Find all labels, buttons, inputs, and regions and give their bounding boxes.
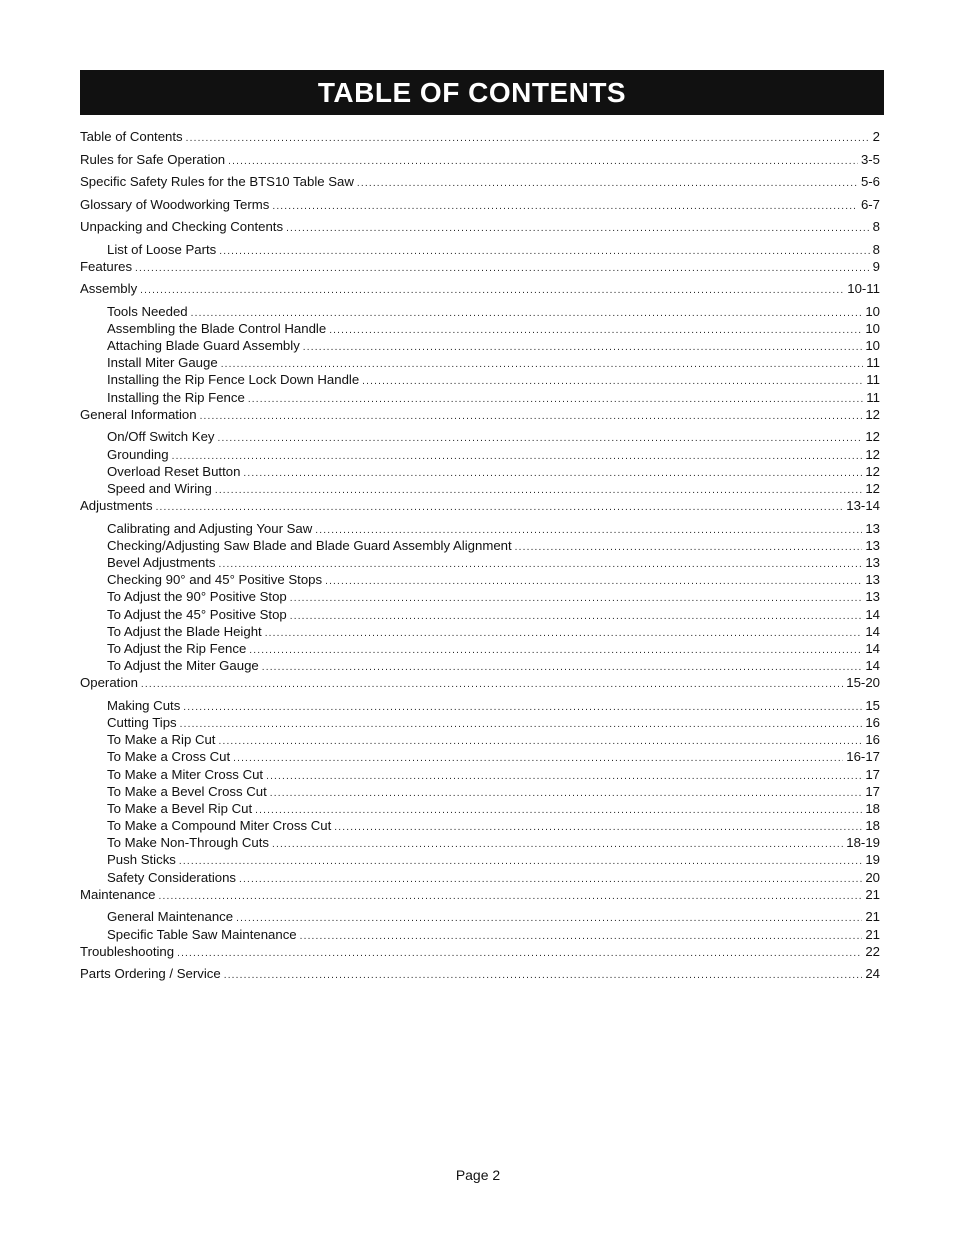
- toc-subentry: [80, 429, 880, 446]
- dot-leader: [191, 308, 863, 319]
- dot-leader: [140, 285, 844, 296]
- toc-entry-label: Assembling the Blade Control Handle: [107, 320, 327, 336]
- toc-entry-label: To Adjust the Blade Height: [107, 623, 262, 639]
- toc-entry-label: To Adjust the 90° Positive Stop: [107, 589, 287, 605]
- toc-entry-label: Installing the Rip Fence Lock Down Handle: [107, 372, 360, 388]
- toc-entry: [80, 887, 880, 910]
- toc-entry-page: 24: [865, 966, 880, 982]
- dot-leader: [255, 805, 862, 816]
- toc-entry-page: 6-7: [860, 196, 880, 212]
- dot-leader: [315, 525, 862, 536]
- dot-leader: [357, 178, 858, 189]
- toc-subentry: [80, 464, 880, 481]
- toc-entry: [80, 407, 880, 430]
- toc-subentry: [80, 242, 880, 259]
- dot-leader: [177, 948, 862, 959]
- toc-entry-label: To Make a Miter Cross Cut: [107, 766, 264, 782]
- toc-entry: [80, 498, 880, 521]
- toc-entry-label: Parts Ordering / Service: [80, 966, 221, 982]
- toc-entry-label: Adjustments: [80, 498, 153, 514]
- toc-entry-page: 19: [865, 852, 880, 868]
- toc-subentry: [80, 909, 880, 926]
- toc-entry-label: To Adjust the Miter Gauge: [107, 658, 259, 674]
- toc-entry-page: 12: [865, 429, 880, 445]
- dot-leader: [219, 246, 869, 257]
- toc-entry: [80, 197, 880, 220]
- dot-leader: [265, 628, 863, 639]
- toc-entry: [80, 281, 880, 304]
- dot-leader: [243, 468, 862, 479]
- toc-entry-label: Making Cuts: [107, 697, 181, 713]
- toc-entry: [80, 152, 880, 175]
- toc-entry-label: List of Loose Parts: [107, 241, 217, 257]
- toc-entry-label: Specific Table Saw Maintenance: [107, 926, 297, 942]
- toc-entry-page: 11: [866, 355, 880, 371]
- dot-leader: [180, 719, 863, 730]
- dot-leader: [262, 662, 863, 673]
- toc-entry-page: 18: [865, 800, 880, 816]
- toc-subentry: [80, 927, 880, 944]
- toc-entry: [80, 675, 880, 698]
- dot-leader: [286, 223, 870, 234]
- toc-subentry: [80, 818, 880, 835]
- dot-leader: [179, 856, 862, 867]
- toc-entry-label: To Adjust the 45° Positive Stop: [107, 606, 287, 622]
- toc-entry-label: To Make a Bevel Cross Cut: [107, 783, 267, 799]
- toc-entry-label: Features: [80, 258, 133, 274]
- title-banner: [80, 70, 884, 115]
- dot-leader: [329, 325, 862, 336]
- toc-subentry: [80, 390, 880, 407]
- toc-entry-page: 22: [865, 943, 880, 959]
- toc-entry-label: Maintenance: [80, 886, 156, 902]
- toc-entry-label: Checking 90° and 45° Positive Stops: [107, 572, 323, 588]
- dot-leader: [219, 559, 863, 570]
- dot-leader: [290, 611, 863, 622]
- toc-entry-page: 8: [872, 241, 880, 257]
- toc-subentry: [80, 624, 880, 641]
- toc-entry-page: 13-14: [846, 498, 880, 514]
- toc-subentry: [80, 698, 880, 715]
- dot-leader: [272, 201, 858, 212]
- toc-subentry: [80, 767, 880, 784]
- toc-entry-page: 10: [865, 303, 880, 319]
- toc-entry-label: To Make a Bevel Rip Cut: [107, 800, 253, 816]
- toc-entry-page: 21: [865, 926, 880, 942]
- table-of-contents: [80, 129, 880, 989]
- toc-entry-page: 14: [865, 658, 880, 674]
- dot-leader: [515, 542, 863, 553]
- dot-leader: [218, 433, 863, 444]
- toc-subentry: [80, 870, 880, 887]
- toc-entry-page: 13: [865, 572, 880, 588]
- toc-entry-page: 13: [865, 554, 880, 570]
- toc-entry-page: 14: [865, 606, 880, 622]
- dot-leader: [228, 156, 858, 167]
- toc-entry-page: 10-11: [847, 281, 880, 297]
- toc-entry-page: 11: [866, 389, 880, 405]
- toc-subentry: [80, 355, 880, 372]
- page-footer: [0, 1167, 954, 1183]
- toc-entry-page: 12: [865, 406, 880, 422]
- toc-entry-label: Install Miter Gauge: [107, 355, 218, 371]
- toc-entry-page: 13: [865, 537, 880, 553]
- dot-leader: [221, 359, 864, 370]
- toc-entry-page: 12: [865, 463, 880, 479]
- dot-leader: [239, 874, 862, 885]
- toc-entry-label: General Information: [80, 406, 197, 422]
- toc-entry-page: 21: [865, 886, 880, 902]
- toc-subentry: [80, 304, 880, 321]
- dot-leader: [236, 913, 862, 924]
- toc-subentry: [80, 835, 880, 852]
- dot-leader: [290, 593, 863, 604]
- toc-entry-page: 2: [872, 129, 880, 144]
- toc-entry-page: 3-5: [860, 151, 880, 167]
- toc-subentry: [80, 641, 880, 658]
- toc-entry-page: 14: [865, 640, 880, 656]
- toc-entry-page: 10: [865, 320, 880, 336]
- dot-leader: [362, 376, 863, 387]
- toc-entry: [80, 966, 880, 989]
- dot-leader: [266, 771, 862, 782]
- toc-entry-label: Overload Reset Button: [107, 463, 241, 479]
- dot-leader: [233, 753, 843, 764]
- toc-entry-page: 20: [865, 869, 880, 885]
- toc-entry-label: Rules for Safe Operation: [80, 151, 226, 167]
- toc-entry: [80, 129, 880, 152]
- toc-entry-label: To Adjust the Rip Fence: [107, 640, 247, 656]
- toc-entry-label: To Make a Rip Cut: [107, 732, 216, 748]
- dot-leader: [270, 788, 863, 799]
- toc-subentry: [80, 607, 880, 624]
- toc-entry-label: General Maintenance: [107, 909, 234, 925]
- toc-entry-page: 21: [865, 909, 880, 925]
- toc-entry: [80, 219, 880, 242]
- toc-subentry: [80, 715, 880, 732]
- toc-entry-label: Bevel Adjustments: [107, 554, 216, 570]
- toc-subentry: [80, 521, 880, 538]
- toc-entry-page: 11: [866, 372, 880, 388]
- dot-leader: [159, 891, 863, 902]
- toc-entry-page: 15-20: [846, 675, 880, 691]
- toc-entry-label: Checking/Adjusting Saw Blade and Blade Guard Assembly Alignment: [107, 537, 512, 553]
- toc-entry-label: Installing the Rip Fence: [107, 389, 245, 405]
- toc-entry-page: 16: [865, 714, 880, 730]
- toc-entry-page: 13: [865, 589, 880, 605]
- toc-subentry: [80, 784, 880, 801]
- toc-entry-page: 10: [865, 338, 880, 354]
- toc-entry-page: 15: [865, 697, 880, 713]
- toc-entry-label: To Make a Compound Miter Cross Cut: [107, 818, 332, 834]
- toc-entry-page: 14: [865, 623, 880, 639]
- toc-subentry: [80, 538, 880, 555]
- toc-entry-page: 16-17: [846, 749, 880, 765]
- toc-entry: [80, 944, 880, 967]
- toc-entry-label: Assembly: [80, 281, 138, 297]
- toc-entry-label: Push Sticks: [107, 852, 176, 868]
- dot-leader: [248, 394, 863, 405]
- dot-leader: [300, 931, 863, 942]
- dot-leader: [135, 263, 870, 274]
- toc-entry-label: Table of Contents: [80, 129, 183, 144]
- toc-entry-label: Troubleshooting: [80, 943, 175, 959]
- toc-entry-page: 12: [865, 446, 880, 462]
- toc-entry-label: Safety Considerations: [107, 869, 237, 885]
- toc-entry-label: Cutting Tips: [107, 714, 177, 730]
- toc-subentry: [80, 572, 880, 589]
- toc-subentry: [80, 852, 880, 869]
- toc-entry-label: Unpacking and Checking Contents: [80, 219, 284, 234]
- toc-entry-label: Operation: [80, 675, 138, 691]
- page-title: TABLE OF CONTENTS: [317, 76, 627, 108]
- toc-subentry: [80, 372, 880, 389]
- toc-entry-label: Attaching Blade Guard Assembly: [107, 338, 300, 354]
- toc-entry-page: 18: [865, 818, 880, 834]
- dot-leader: [272, 839, 843, 850]
- dot-leader: [224, 970, 863, 981]
- dot-leader: [325, 576, 862, 587]
- toc-entry-label: Speed and Wiring: [107, 480, 212, 496]
- dot-leader: [156, 502, 844, 513]
- toc-subentry: [80, 447, 880, 464]
- toc-entry-label: Specific Safety Rules for the BTS10 Table Saw: [80, 174, 354, 189]
- toc-entry-label: On/Off Switch Key: [107, 429, 215, 445]
- dot-leader: [183, 702, 862, 713]
- toc-entry: [80, 174, 880, 197]
- toc-entry-label: Grounding: [107, 446, 169, 462]
- page-number: Page 2: [455, 1167, 501, 1183]
- toc-subentry: [80, 589, 880, 606]
- toc-entry-label: Calibrating and Adjusting Your Saw: [107, 520, 313, 536]
- toc-entry-label: To Make a Cross Cut: [107, 749, 231, 765]
- dot-leader: [218, 736, 862, 747]
- dot-leader: [172, 451, 863, 462]
- dot-leader: [215, 485, 862, 496]
- toc-entry-page: 17: [865, 783, 880, 799]
- toc-subentry: [80, 749, 880, 766]
- toc-entry-page: 16: [865, 732, 880, 748]
- dot-leader: [334, 822, 862, 833]
- toc-entry-page: 13: [865, 520, 880, 536]
- toc-subentry: [80, 338, 880, 355]
- toc-subentry: [80, 658, 880, 675]
- toc-entry-page: 5-6: [860, 174, 880, 189]
- toc-subentry: [80, 555, 880, 572]
- toc-entry: [80, 259, 880, 282]
- toc-subentry: [80, 732, 880, 749]
- toc-entry-page: 17: [865, 766, 880, 782]
- toc-entry-label: Glossary of Woodworking Terms: [80, 196, 270, 212]
- toc-entry-page: 12: [865, 480, 880, 496]
- toc-entry-page: 8: [872, 219, 880, 234]
- dot-leader: [303, 342, 863, 353]
- toc-subentry: [80, 321, 880, 338]
- dot-leader: [200, 411, 863, 422]
- dot-leader: [249, 645, 862, 656]
- dot-leader: [186, 133, 870, 144]
- dot-leader: [141, 679, 843, 690]
- toc-entry-page: 9: [872, 258, 880, 274]
- toc-subentry: [80, 481, 880, 498]
- toc-subentry: [80, 801, 880, 818]
- toc-entry-label: To Make Non-Through Cuts: [107, 835, 269, 851]
- toc-entry-label: Tools Needed: [107, 303, 188, 319]
- toc-entry-page: 18-19: [846, 835, 880, 851]
